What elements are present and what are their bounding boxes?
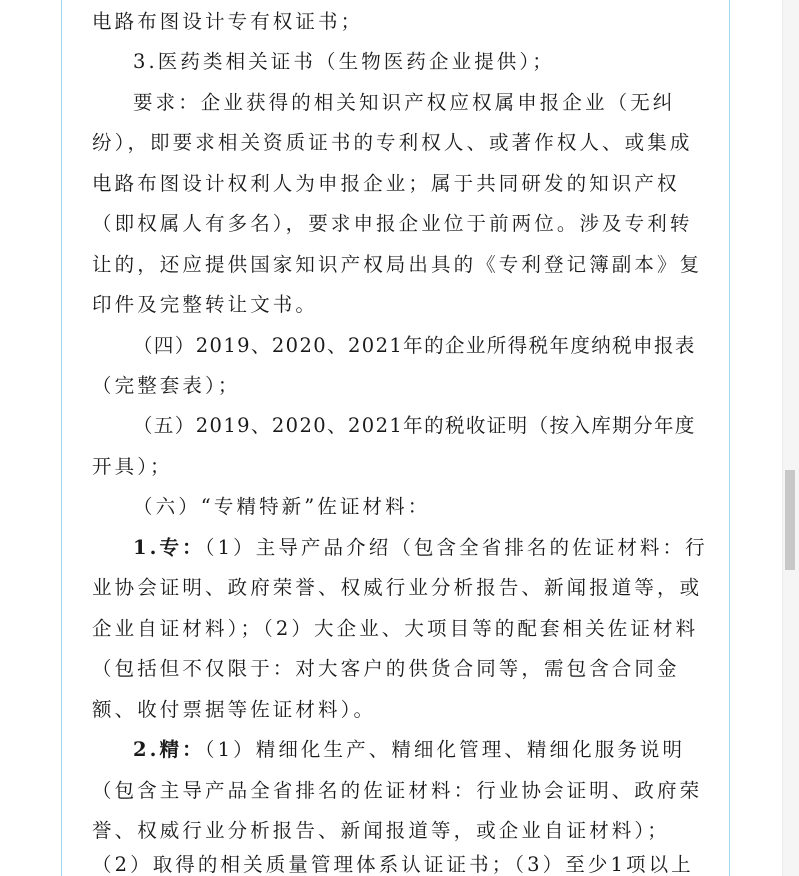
text-line: 业协会证明、政府荣誉、权威行业分析报告、新闻报道等，或 — [92, 576, 703, 599]
bold-label-jing: 2.精： — [133, 738, 205, 761]
text-line — [133, 536, 708, 560]
text-line: （完整套表）； — [92, 374, 241, 397]
text-line: 誉、权威行业分析报告、新闻报道等，或企业自证材料）； — [92, 819, 670, 842]
text-line: 纷），即要求相关资质证书的专利权人、或著作权人、或集成 — [92, 131, 693, 154]
text-line: 电路布图设计专有权证书； — [92, 10, 364, 33]
text-line: （六）“专精特新”佐证材料： — [133, 495, 431, 518]
vertical-scrollbar[interactable] — [782, 0, 799, 876]
text-line: 企业自证材料）；（2）大企业、大项目等的配套相关佐证材料 — [92, 617, 699, 640]
text-line: （2）取得的相关质量管理体系认证证书；（3）至少1项以上 — [92, 853, 694, 876]
text-line: 开具）； — [92, 455, 173, 478]
text-span: （1）主导产品介绍（包含全省排名的佐证材料：行 — [204, 536, 708, 559]
text-line: 电路布图设计权利人为申报企业；属于共同研发的知识产权 — [92, 172, 680, 195]
right-margin-guide — [729, 0, 730, 876]
text-line: 印件及完整转让文书。 — [92, 293, 319, 316]
text-line: （包含主导产品全省排名的佐证材料：行业协会证明、政府荣 — [92, 779, 703, 802]
scrollbar-thumb[interactable] — [785, 470, 795, 570]
left-margin-guide — [61, 0, 62, 876]
bold-label-zhuan: 1.专： — [133, 536, 205, 559]
text-line: （即权属人有多名），要求申报企业位于前两位。涉及专利转 — [92, 212, 693, 235]
text-line: 3.医药类相关证书（生物医药企业提供）； — [133, 50, 555, 73]
text-line: 让的，还应提供国家知识产权局出具的《专利登记簿副本》复 — [92, 253, 703, 276]
text-line: （四）2019、2020、2021年的企业所得税年度纳税申报表 — [133, 334, 696, 357]
text-line: （五）2019、2020、2021年的税收证明（按入库期分年度 — [133, 414, 696, 437]
text-line: （包括但不仅限于：对大客户的供货合同等，需包含合同金 — [92, 657, 680, 680]
text-span: （1）精细化生产、精细化管理、精细化服务说明 — [204, 738, 686, 761]
text-line: 额、收付票据等佐证材料）。 — [92, 698, 377, 721]
text-line: 要求：企业获得的相关知识产权应权属申报企业（无纠 — [133, 91, 676, 114]
text-line — [133, 738, 685, 762]
